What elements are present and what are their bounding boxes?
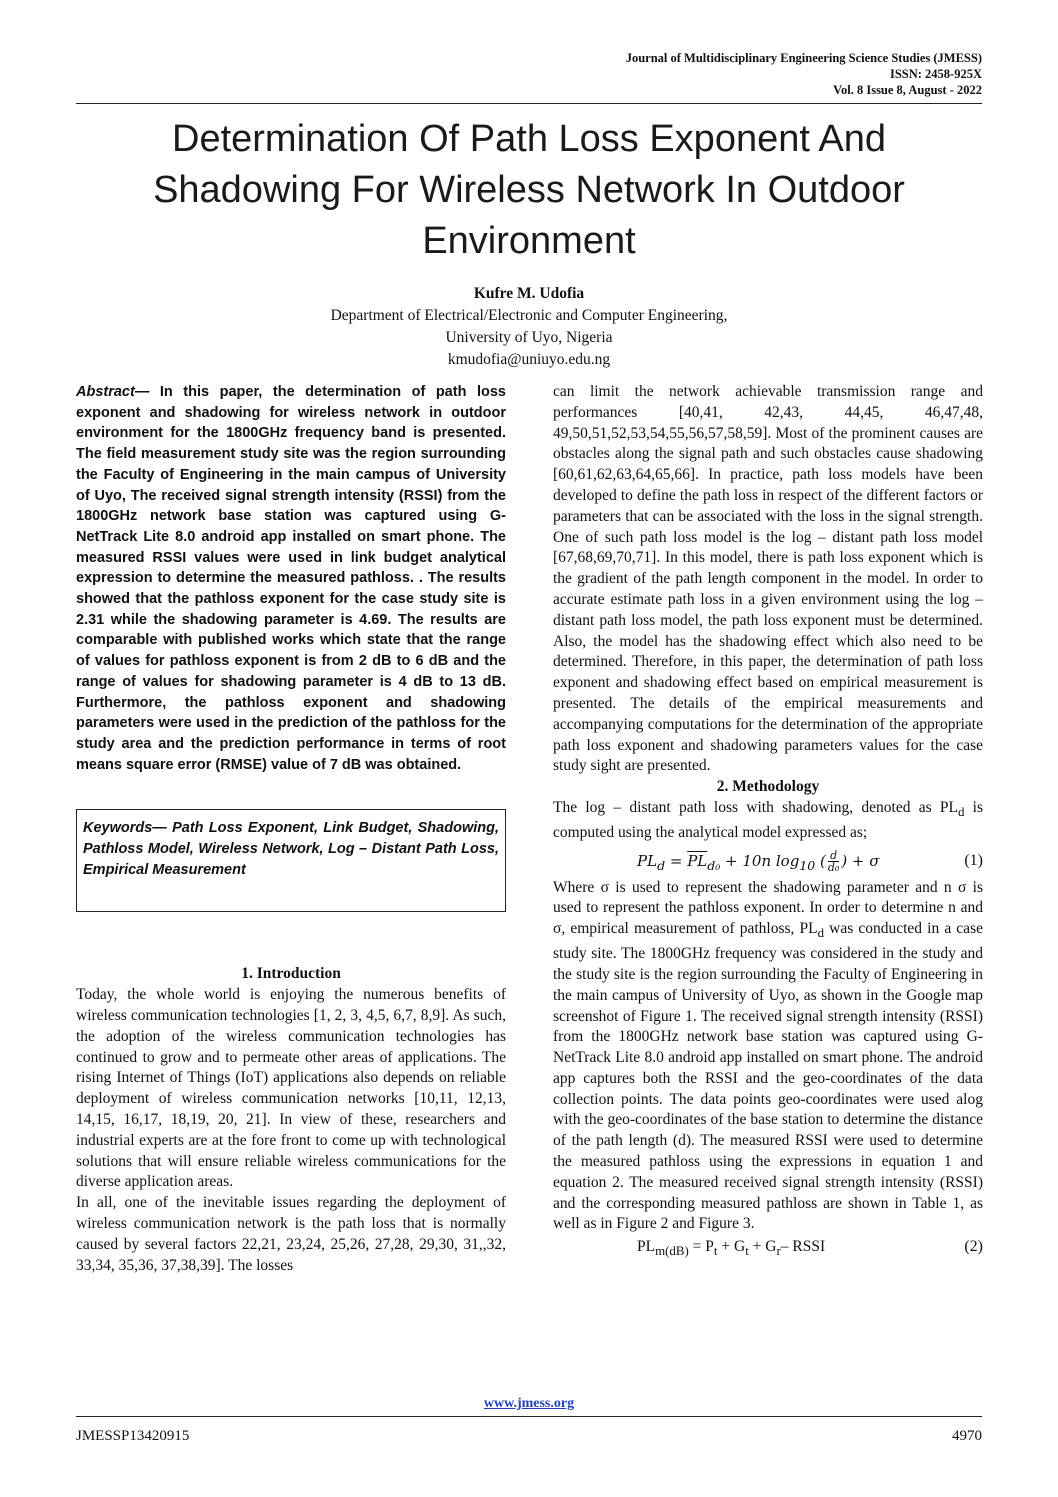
introduction-paragraph-1: Today, the whole world is enjoying the numerous benefits of wireless communication technologies [1, 2, 3, 4,5, 6,7, 8,9]. As such, the adoption of the wireless communication technologies has continued to grow and to permeate other areas of applications. The rising Internet of Things (IoT) applications also depends on reliable deployment of wireless communication networks [10,11, 12,13, 14,15, 16,17, 18,19, 20, 21]. In view of these, researchers and industrial experts are at the fore front to come up with technological solutions that will ensure reliable wireless communications for the diverse application areas. [76,986,506,1191]
introduction-paragraph-2: In all, one of the inevitable issues regarding the deployment of wireless communication network is the path loss that is normally caused by several factors 22,21, 23,24, 25,26, 27,28, 29,30, 31,,32, 33,34, 35,36, 37,38,39]. The losses [76,1194,506,1274]
footer-rule [76,1416,982,1417]
author-block [76,283,982,371]
equation-1-number: (1) [964,851,983,869]
keywords-box: Keywords— Path Loss Exponent, Link Budget, Shadowing, Pathloss Model, Wireless Network, Log – Distant Path Loss, Empirical Measurement [76,809,506,912]
left-column [76,382,506,1276]
methodology-heading: 2. Methodology [716,778,820,796]
author-email: kmudofia@uniuyo.edu.ng [447,351,611,368]
equation-1-expression: $PL_d = \overline{PL}_{d_0} + 10n$ $\log_{10}$ ( $\frac{d}{\text{d₀}}$ ) + σ [637,849,880,875]
author-university: University of Uyo, Nigeria [445,329,613,346]
methodology-paragraph-2: Where σ is used to represent the shadowing parameter and n σ is used to represent the pathloss exponent. In order to determine n and σ, empirical measurement of pathloss, $PL_d$ was conducted in a case study site. The 1800GHz frequency was considered in the study and the study site is the region surrounding the Faculty of Engineering in the main campus of University of Uyo, as shown in the Google map screenshot of Figure 1. The received signal strength intensity (RSSI) from the 1800GHz network base station was captured using G-NetTrack Lite 8.0 android app installed on smart phone. The android app captures both the RSSI and the geo-coordinates of the data collection points. The data points geo-coordinates were used alog with the geo-coordinates of the base station to determine the distance of the path length (d). The measured RSSI were used to determine the measured pathloss using the expressions in equation 1 and equation 2. The measured received signal strength intensity (RSSI) and the corresponding measured pathloss are shown in Table 1, as well as in Figure 2 and Figure 3. [553,878,983,1233]
footer-url-link[interactable]: www.jmess.org [483,1396,575,1411]
author-name: Kufre M. Udofia [473,285,585,302]
header-rule [76,103,982,104]
equation-2-number: (2) [964,1238,983,1256]
abstract-text: In this paper, the determination of path loss exponent and shadowing for wireless network in outdoor environment for the 1800GHz frequency band is presented. The field measurement study site was the region surrounding the Faculty of Engineering in the main campus of University of Uyo, The received signal strength intensity (RSSI) from the 1800GHz network base station was captured using G-NetTrack Lite 8.0 android app installed on smart phone. The measured RSSI values were used in link budget analytical expression to determine the measured pathloss. . The results showed that the pathloss exponent for the case study site is 2.31 while the shadowing parameter is 4.69. The results are comparable with published works which state that the range of values for pathloss exponent is from 2 dB to 6 dB and the range of values for shadowing parameter is 4 dB to 13 dB. Furthermore, the pathloss exponent and shadowing parameters were used in the prediction of the pathloss for the study area and the prediction performance in terms of root means square error (RMSE) value of 7 dB was obtained. [76,384,506,773]
footer-page-number: 4970 [952,1428,982,1444]
introduction-paragraph-2-continued: can limit the network achievable transmission range and performances [40,41, 42,43, 44,45, 46,47,48, 49,50,51,52,53,54,55,56,57,58,59]. Most of the prominent causes are obstacles along the signal path and such obstacles cause shadowing [60,61,62,63,64,65,66]. In practice, path loss models have been developed to define the path loss in respect of the different factors or parameters that can be associated with the loss in the signal strength. One of such path loss model is the log – distant path loss model [67,68,69,70,71]. In this model, there is path loss exponent which is the gradient of the path length component in the model. In order to accurate estimate path loss in a given environment using the log – distant path loss model, the path loss exponent must be determined. Also, the model has the shadowing effect which also need to be determined. Therefore, in this paper, the determination of path loss exponent and shadowing effect based on empirical measurement is presented. The details of the empirical measurements and accompanying computations for the determination of the appropriate path loss exponent and shadowing parameters values for the case study sight are presented. [553,383,983,775]
introduction-heading: 1. Introduction [241,965,341,983]
paper-title: Determination Of Path Loss Exponent And Shadowing For Wireless Network In Outdoor Environment [153,118,905,262]
methodology-paragraph-1: The log – distant path loss with shadowing, denoted as $PL_d$ is computed using the analytical model expressed as; [553,798,983,841]
footer-paper-id: JMESSP13420915 [76,1428,190,1444]
equation-2-expression: $PL_{m(dB)} = P_t + G_t + G_r-$ RSSI [637,1238,826,1259]
journal-name: Journal of Multidisciplinary Engineering Science Studies (JMESS) [625,51,982,65]
right-column [553,382,983,1259]
author-department: Department of Electrical/Electronic and Computer Engineering, [330,307,728,324]
abstract-lead: Abstract— [76,384,150,400]
equation-2 [553,1235,983,1259]
journal-volume: Vol. 8 Issue 8, August - 2022 [833,83,982,97]
journal-issn: ISSN: 2458-925X [889,67,982,81]
abstract [76,382,506,775]
equation-1 [553,844,983,878]
journal-header [626,50,982,98]
